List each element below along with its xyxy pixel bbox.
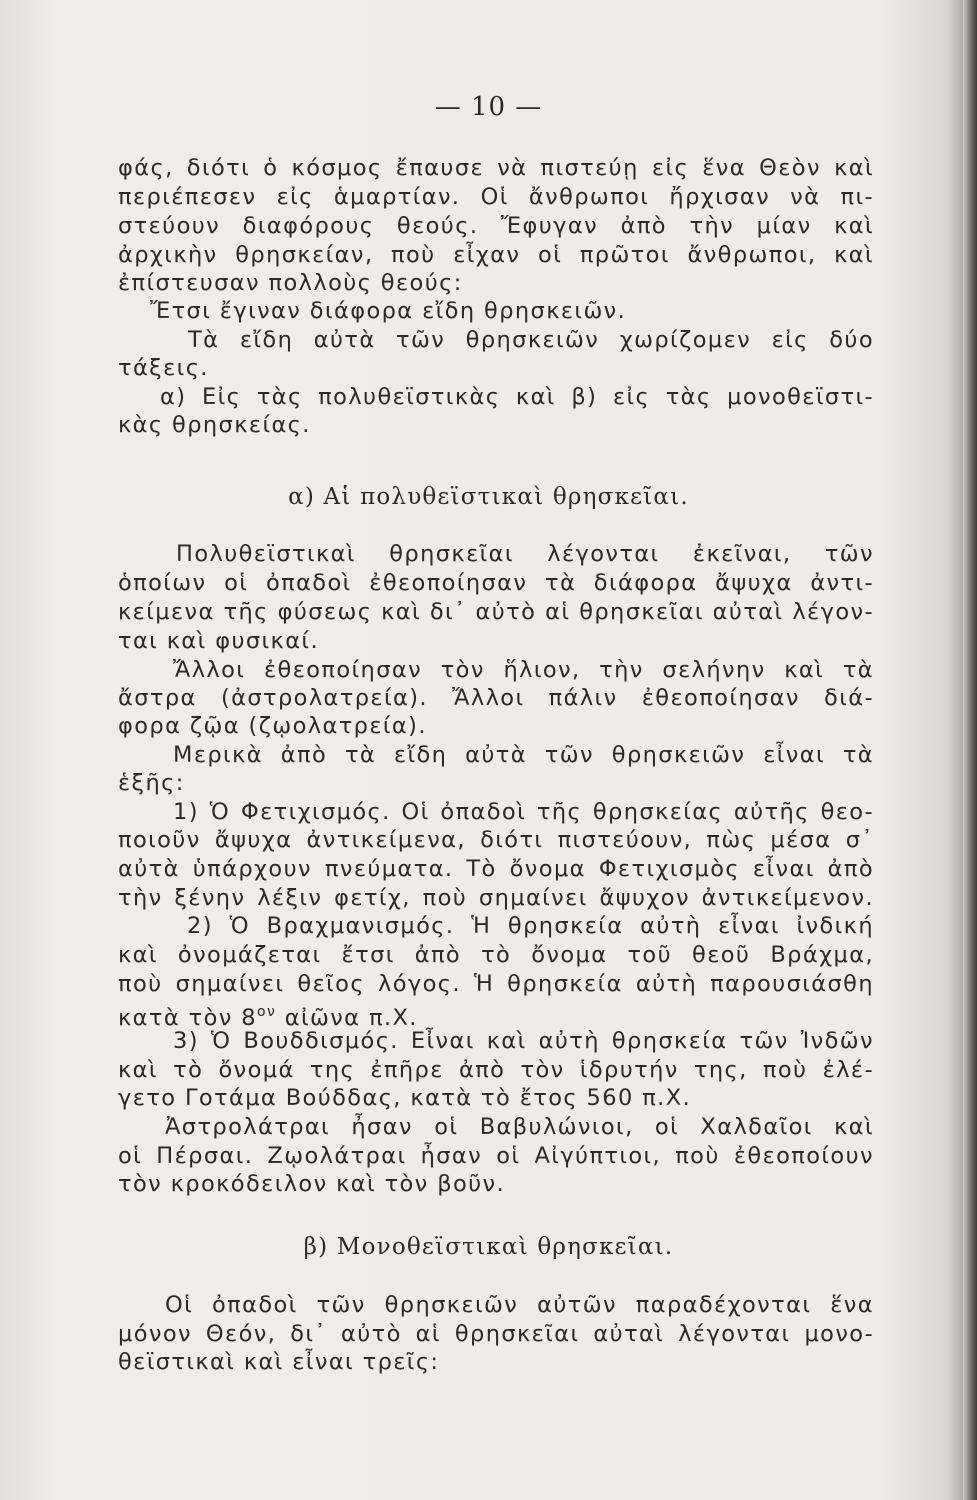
text-line: τάξεις. bbox=[118, 355, 209, 381]
text-line: μόνον Θεόν, δι᾿ αὐτὸ αἱ θρησκεῖαι αὐταὶ λέγονται μονο- bbox=[118, 1321, 874, 1347]
text-line: Ἄλλοι ἐθεοποίησαν τὸν ἥλιον, τὴν σελήνην καὶ τὰ bbox=[173, 657, 874, 683]
text-fragment: κατὰ τὸν 8 bbox=[118, 1005, 257, 1031]
text-line: Ἔτσι ἔγιναν διάφορα εἴδη θρησκειῶν. bbox=[150, 298, 627, 324]
text-line: περιέπεσεν εἰς ἁμαρτίαν. Οἱ ἄνθρωποι ἤρχισαν νὰ πι- bbox=[118, 184, 874, 210]
text-line: καὶ τὸ ὄνομά της ἐπῆρε ἀπὸ τὸν ἱδρυτήν της, ποὺ ἐλέ- bbox=[118, 1057, 874, 1083]
superscript: ον bbox=[256, 1004, 277, 1020]
text-line: καὶ ὀνομάζεται ἔτσι ἀπὸ τὸ ὄνομα τοῦ θεοῦ Βράχμα, bbox=[118, 942, 874, 968]
page-edge-shadow bbox=[963, 0, 977, 1500]
text-line: γετο Γοτάμα Βούδδας, κατὰ τὸ ἔτος 560 π.Χ. bbox=[118, 1085, 692, 1111]
text-line: τὸν κροκόδειλον καὶ τὸν βοῦν. bbox=[118, 1171, 506, 1197]
section-heading-monotheistic: β) Μονοθεϊστικαὶ θρησκεῖαι. bbox=[303, 1234, 674, 1260]
text-line: αὐτὰ ὑπάρχουν πνεύματα. Τὸ ὄνομα Φετιχισμὸς εἶναι ἀπὸ bbox=[118, 856, 874, 882]
text-line: 1) Ὁ Φετιχισμός. Οἱ ὀπαδοὶ τῆς θρησκείας αὐτῆς θεο- bbox=[173, 799, 874, 825]
text-line: ὁποίων οἱ ὀπαδοὶ ἐθεοποίησαν τὰ διάφορα ἄψυχα ἀντι- bbox=[118, 570, 874, 596]
text-line: ἄστρα (ἀστρολατρεία). Ἄλλοι πάλιν ἐθεοποίησαν διά- bbox=[118, 685, 874, 711]
text-line: ἑξῆς: bbox=[118, 770, 185, 796]
text-line: α) Εἰς τὰς πολυθεϊστικὰς καὶ β) εἰς τὰς μονοθεϊστι- bbox=[160, 384, 874, 410]
text-line: ποὺ σημαίνει θεῖος λόγος. Ἡ θρησκεία αὐτὴ παρουσιάσθη bbox=[118, 971, 874, 997]
text-line: κείμενα τῆς φύσεως καὶ δι᾿ αὐτὸ αἱ θρησκεῖαι αὐταὶ λέγον- bbox=[118, 599, 874, 625]
text-line: Πολυθεϊστικαὶ θρησκεῖαι λέγονται ἐκεῖναι, τῶν bbox=[176, 541, 874, 567]
text-line: Οἱ ὀπαδοὶ τῶν θρησκειῶν αὐτῶν παραδέχονται ἕνα bbox=[165, 1292, 874, 1318]
text-line: στεύουν διαφόρους θεούς. Ἔφυγαν ἀπὸ τὴν μίαν καὶ bbox=[118, 213, 874, 239]
text-line: ἐπίστευσαν πολλοὺς θεούς: bbox=[118, 270, 463, 296]
text-line: 2) Ὁ Βραχμανισμός. Ἡ θρησκεία αὐτὴ εἶναι ἰνδική bbox=[187, 913, 874, 939]
text-line: θεϊστικαὶ καὶ εἶναι τρεῖς: bbox=[118, 1349, 440, 1375]
text-line: φάς, διότι ὁ κόσμος ἔπαυσε νὰ πιστεύῃ εἰς ἕνα Θεὸν καὶ bbox=[118, 155, 874, 181]
text-line: Μερικὰ ἀπὸ τὰ εἴδη αὐτὰ τῶν θρησκειῶν εἶναι τὰ bbox=[173, 742, 874, 768]
text-line: φορα ζῷα (ζῳολατρεία). bbox=[118, 713, 427, 739]
text-line: Ἀστρολάτραι ἦσαν οἱ Βαβυλώνιοι, οἱ Χαλδαῖοι καὶ bbox=[165, 1114, 874, 1140]
text-line: κὰς θρησκείας. bbox=[118, 412, 311, 438]
text-line: οἱ Πέρσαι. Ζῳολάτραι ἦσαν οἱ Αἰγύπτιοι, ποὺ ἐθεοποίουν bbox=[118, 1143, 874, 1169]
text-line: τὴν ξένην λέξιν φετίχ, ποὺ σημαίνει ἄψυχον ἀντικείμενον. bbox=[118, 885, 874, 911]
text-line: ποιοῦν ἄψυχα ἀντικείμενα, διότι πιστεύουν, πὼς μέσα σ᾿ bbox=[118, 827, 874, 853]
text-line: ἀρχικὴν θρησκείαν, ποὺ εἶχαν οἱ πρῶτοι ἄνθρωποι, καὶ bbox=[118, 242, 874, 268]
text-fragment: αἰῶνα π.Χ. bbox=[276, 1005, 418, 1031]
text-line: ται καὶ φυσικαί. bbox=[118, 628, 319, 654]
section-heading-polytheistic: α) Αἱ πολυθεϊστικαὶ θρησκεῖαι. bbox=[288, 484, 689, 510]
text-line: 3) Ὁ Βουδδισμός. Εἶναι καὶ αὐτὴ θρησκεία τῶν Ἰνδῶν bbox=[173, 1028, 874, 1054]
page-number: — 10 — bbox=[434, 92, 543, 122]
text-line: Τὰ εἴδη αὐτὰ τῶν θρησκειῶν χωρίζομεν εἰς δύο bbox=[188, 327, 874, 353]
